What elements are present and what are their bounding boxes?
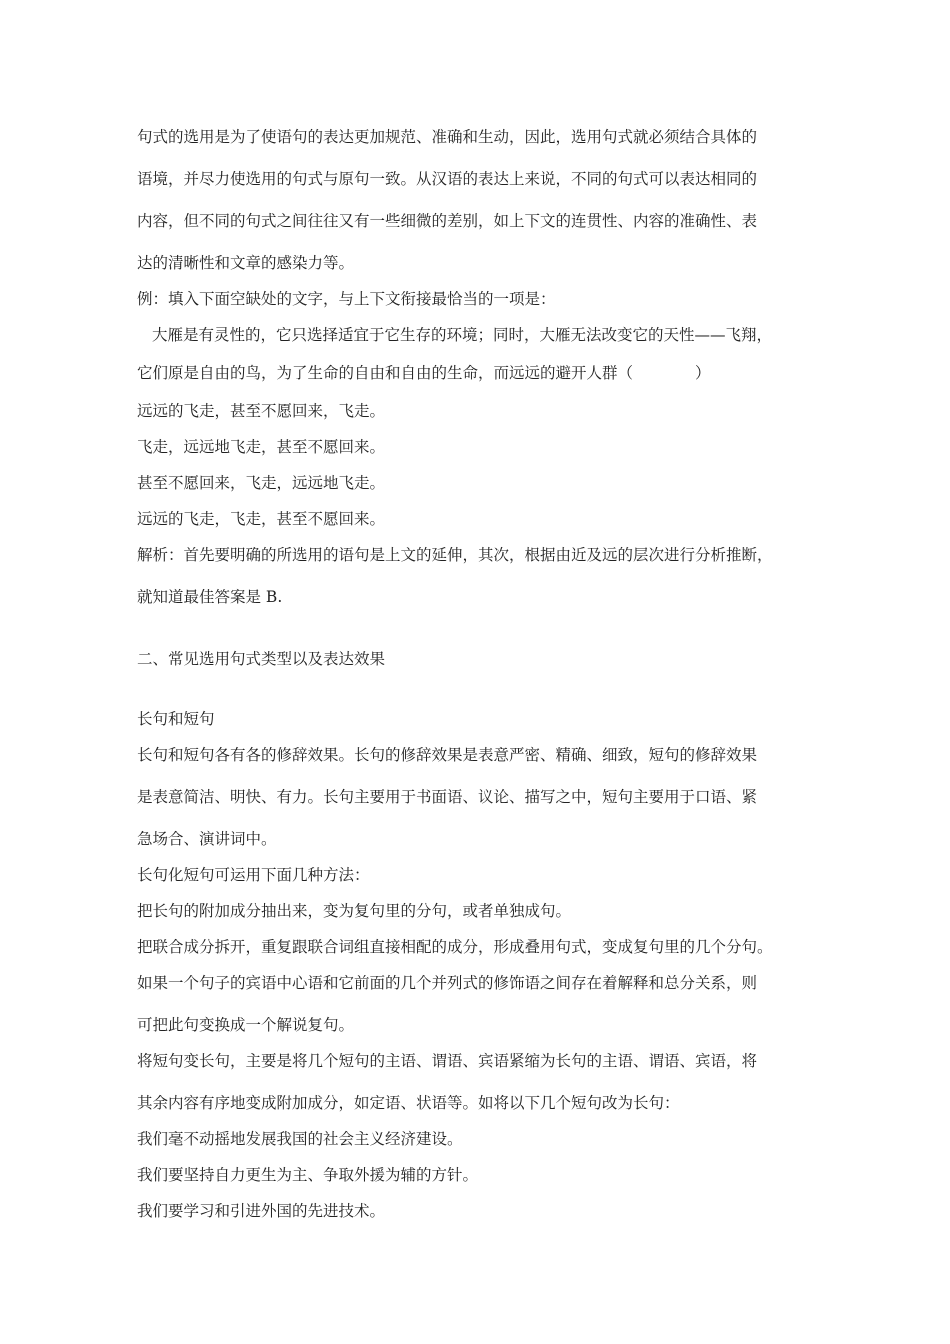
paragraph-line: 达的清晰性和文章的感染力等。 — [137, 254, 355, 272]
option-line: 远远的飞走，甚至不愿回来，飞走。 — [137, 402, 386, 420]
example-sentence: 我们要坚持自力更生为主、争取外援为辅的方针。 — [137, 1166, 479, 1184]
paragraph-line: 长句和短句各有各的修辞效果。长句的修辞效果是表意严密、精确、细致，短句的修辞效果 — [137, 746, 758, 764]
section-heading: 二、常见选用句式类型以及表达效果 — [137, 650, 386, 668]
method-line: 可把此句变换成一个解说复句。 — [137, 1016, 355, 1034]
option-line: 远远的飞走，飞走，甚至不愿回来。 — [137, 510, 386, 528]
paragraph-line: 长句化短句可运用下面几种方法： — [137, 866, 370, 884]
example-sentence: 我们毫不动摇地发展我国的社会主义经济建设。 — [137, 1130, 463, 1148]
method-line: 把联合成分拆开，重复跟联合词组直接相配的成分，形成叠用句式，变成复句里的几个分句。 — [137, 938, 773, 956]
paragraph-line: 内容，但不同的句式之间往往又有一些细微的差别，如上下文的连贯性、内容的准确性、表 — [137, 212, 758, 230]
paragraph-line: 语境，并尽力使选用的句式与原句一致。从汉语的表达上来说，不同的句式可以表达相同的 — [137, 170, 758, 188]
paragraph-line: 句式的选用是为了使语句的表达更加规范、准确和生动，因此，选用句式就必须结合具体的 — [137, 128, 758, 146]
example-passage-line: 它们原是自由的鸟，为了生命的自由和自由的生命，而远远的避开人群（ ） — [137, 364, 711, 382]
analysis-line: 就知道最佳答案是 B. — [137, 588, 283, 606]
method-line: 如果一个句子的宾语中心语和它前面的几个并列式的修饰语之间存在着解释和总分关系，则 — [137, 974, 758, 992]
method-line: 把长句的附加成分抽出来，变为复句里的分句，或者单独成句。 — [137, 902, 572, 920]
subsection-heading: 长句和短句 — [137, 710, 215, 728]
paragraph-line: 其余内容有序地变成附加成分，如定语、状语等。如将以下几个短句改为长句： — [137, 1094, 680, 1112]
paragraph-line: 将短句变长句，主要是将几个短句的主语、谓语、宾语紧缩为长句的主语、谓语、宾语，将 — [137, 1052, 758, 1070]
example-passage-line: 大雁是有灵性的，它只选择适宜于它生存的环境；同时，大雁无法改变它的天性——飞翔， — [152, 326, 773, 344]
example-sentence: 我们要学习和引进外国的先进技术。 — [137, 1202, 386, 1220]
paragraph-line: 是表意简洁、明快、有力。长句主要用于书面语、议论、描写之中，短句主要用于口语、紧 — [137, 788, 758, 806]
analysis-line: 解析：首先要明确的所选用的语句是上文的延伸，其次，根据由近及远的层次进行分析推断， — [137, 546, 773, 564]
option-line: 飞走，远远地飞走，甚至不愿回来。 — [137, 438, 386, 456]
example-prompt: 例：填入下面空缺处的文字，与上下文衔接最恰当的一项是： — [137, 290, 556, 308]
option-line: 甚至不愿回来，飞走，远远地飞走。 — [137, 474, 386, 492]
paragraph-line: 急场合、演讲词中。 — [137, 830, 277, 848]
